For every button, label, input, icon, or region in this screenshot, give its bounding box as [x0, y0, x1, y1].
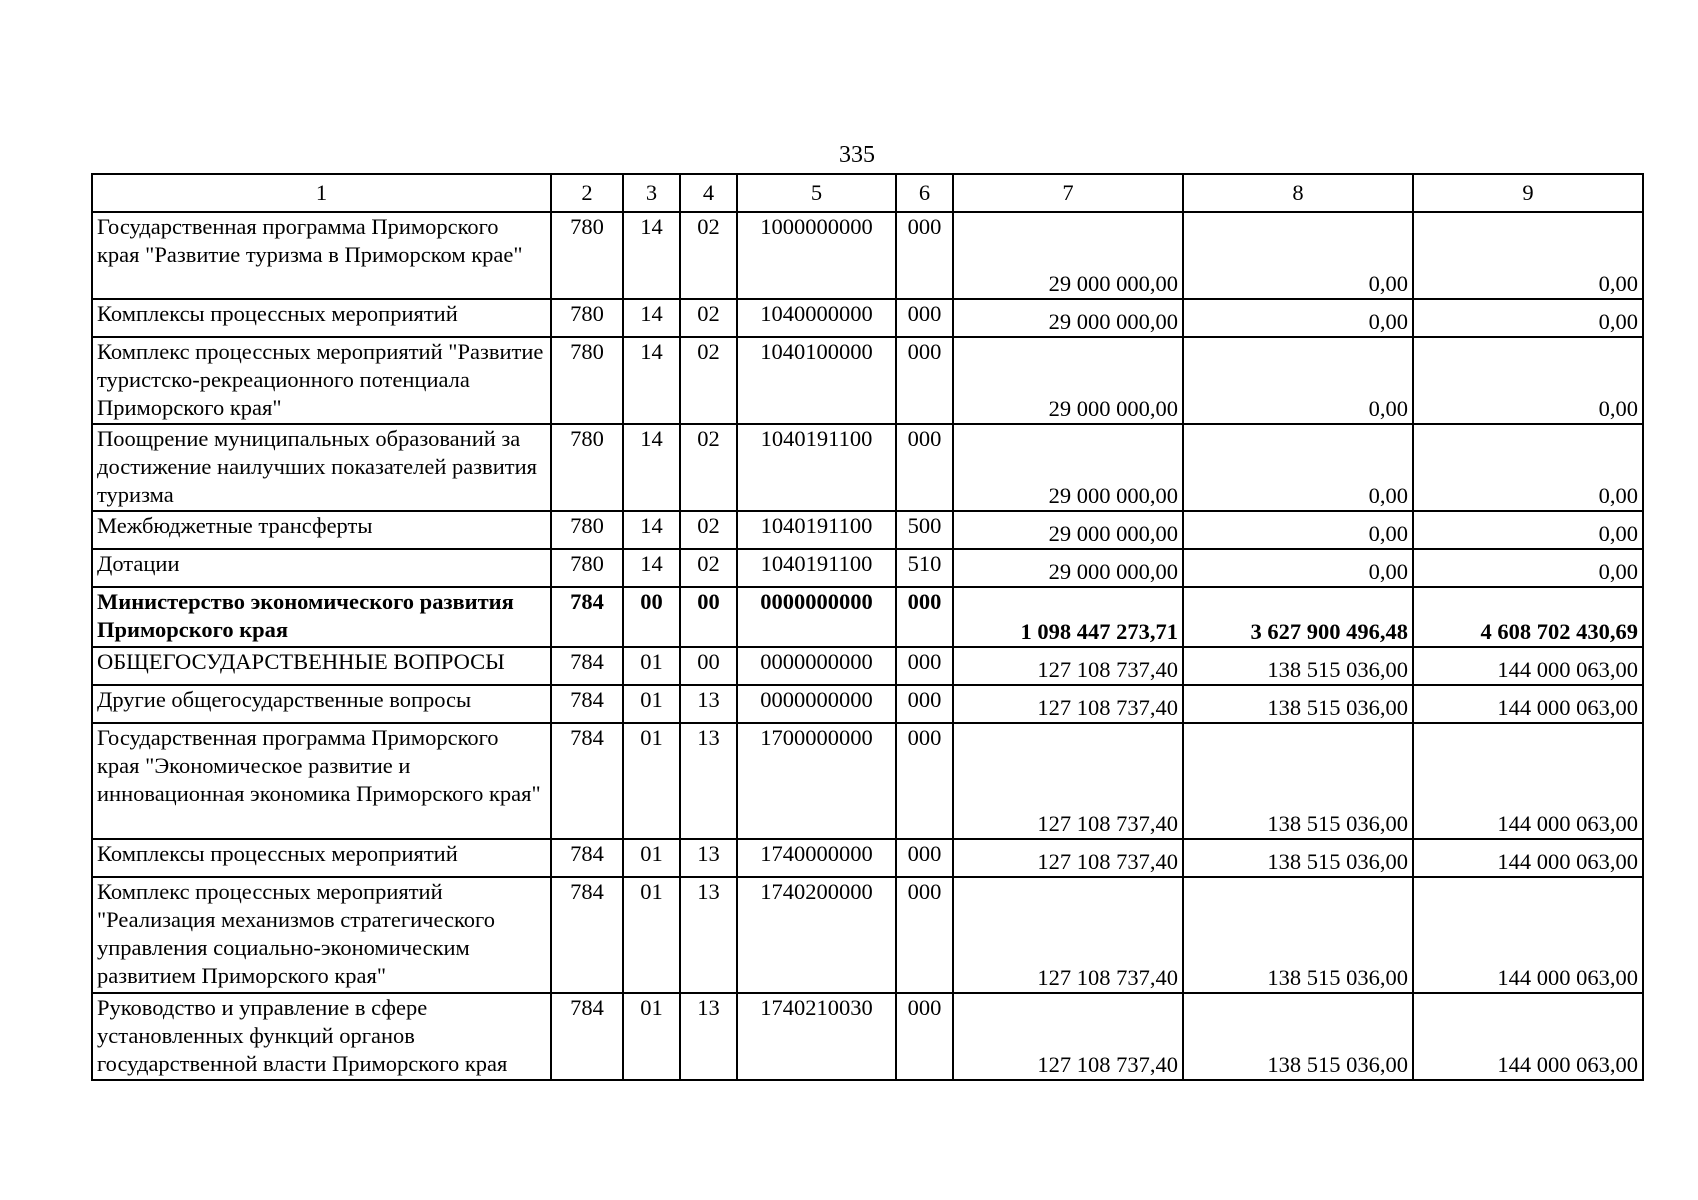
- row-code-cell: 1740210030: [737, 993, 896, 1080]
- column-header: 6: [896, 174, 953, 212]
- row-amount-cell: 144 000 063,00: [1413, 993, 1643, 1080]
- row-code-cell: 0000000000: [737, 685, 896, 723]
- column-header: 2: [551, 174, 623, 212]
- row-code-cell: 1040000000: [737, 299, 896, 337]
- row-code-cell: 784: [551, 685, 623, 723]
- row-code-cell: 780: [551, 212, 623, 299]
- column-header: 4: [680, 174, 737, 212]
- row-amount-cell: 138 515 036,00: [1183, 839, 1413, 877]
- row-amount-cell: 0,00: [1413, 511, 1643, 549]
- row-name-cell: Государственная программа Приморского края "Развитие туризма в Приморском крае": [92, 212, 551, 299]
- row-name-cell: Дотации: [92, 549, 551, 587]
- row-amount-cell: 0,00: [1413, 299, 1643, 337]
- row-name-cell: Поощрение муниципальных образований за достижение наилучших показателей развития туризма: [92, 424, 551, 511]
- table-row: [92, 212, 1643, 299]
- table-row: [92, 511, 1643, 549]
- row-amount-cell: 29 000 000,00: [953, 337, 1183, 424]
- row-name-cell: Комплекс процессных мероприятий "Развитие туристско-рекреационного потенциала Приморского края": [92, 337, 551, 424]
- row-name-cell: ОБЩЕГОСУДАРСТВЕННЫЕ ВОПРОСЫ: [92, 647, 551, 685]
- row-amount-cell: 0,00: [1183, 337, 1413, 424]
- row-code-cell: 1700000000: [737, 723, 896, 839]
- row-code-cell: 000: [896, 424, 953, 511]
- budget-table: [91, 173, 1644, 1081]
- row-code-cell: 780: [551, 511, 623, 549]
- row-code-cell: 1040191100: [737, 511, 896, 549]
- row-code-cell: 780: [551, 424, 623, 511]
- row-amount-cell: 144 000 063,00: [1413, 685, 1643, 723]
- row-code-cell: 02: [680, 511, 737, 549]
- row-code-cell: 784: [551, 877, 623, 993]
- row-amount-cell: 29 000 000,00: [953, 424, 1183, 511]
- row-amount-cell: 138 515 036,00: [1183, 723, 1413, 839]
- row-code-cell: 1040191100: [737, 549, 896, 587]
- row-code-cell: 00: [680, 587, 737, 647]
- row-code-cell: 01: [623, 839, 680, 877]
- row-code-cell: 14: [623, 424, 680, 511]
- row-code-cell: 780: [551, 549, 623, 587]
- row-amount-cell: 0,00: [1183, 424, 1413, 511]
- row-code-cell: 01: [623, 723, 680, 839]
- row-code-cell: 0000000000: [737, 587, 896, 647]
- row-code-cell: 780: [551, 299, 623, 337]
- row-code-cell: 500: [896, 511, 953, 549]
- row-amount-cell: 29 000 000,00: [953, 549, 1183, 587]
- header-row: [92, 174, 1643, 212]
- row-amount-cell: 144 000 063,00: [1413, 877, 1643, 993]
- row-amount-cell: 1 098 447 273,71: [953, 587, 1183, 647]
- row-code-cell: 784: [551, 647, 623, 685]
- table-row: [92, 839, 1643, 877]
- row-name-cell: Межбюджетные трансферты: [92, 511, 551, 549]
- row-code-cell: 784: [551, 993, 623, 1080]
- row-amount-cell: 0,00: [1183, 299, 1413, 337]
- row-code-cell: 13: [680, 685, 737, 723]
- row-amount-cell: 144 000 063,00: [1413, 839, 1643, 877]
- row-code-cell: 784: [551, 723, 623, 839]
- row-code-cell: 01: [623, 685, 680, 723]
- row-code-cell: 14: [623, 299, 680, 337]
- table-row: [92, 587, 1643, 647]
- row-code-cell: 02: [680, 424, 737, 511]
- row-code-cell: 784: [551, 587, 623, 647]
- page-number: 335: [839, 142, 875, 168]
- row-amount-cell: 144 000 063,00: [1413, 647, 1643, 685]
- row-code-cell: 02: [680, 212, 737, 299]
- row-amount-cell: 29 000 000,00: [953, 212, 1183, 299]
- table-row: [92, 685, 1643, 723]
- row-code-cell: 780: [551, 337, 623, 424]
- row-code-cell: 000: [896, 723, 953, 839]
- row-code-cell: 000: [896, 839, 953, 877]
- row-amount-cell: 138 515 036,00: [1183, 685, 1413, 723]
- row-code-cell: 02: [680, 299, 737, 337]
- row-code-cell: 13: [680, 839, 737, 877]
- row-code-cell: 00: [623, 587, 680, 647]
- row-code-cell: 01: [623, 993, 680, 1080]
- row-code-cell: 13: [680, 993, 737, 1080]
- row-amount-cell: 127 108 737,40: [953, 647, 1183, 685]
- row-code-cell: 000: [896, 877, 953, 993]
- row-amount-cell: 29 000 000,00: [953, 299, 1183, 337]
- row-code-cell: 000: [896, 337, 953, 424]
- row-amount-cell: 29 000 000,00: [953, 511, 1183, 549]
- row-name-cell: Другие общегосударственные вопросы: [92, 685, 551, 723]
- row-name-cell: Комплекс процессных мероприятий "Реализация механизмов стратегического управления социально-экономическим развитием Приморского края": [92, 877, 551, 993]
- row-code-cell: 0000000000: [737, 647, 896, 685]
- table-row: [92, 647, 1643, 685]
- row-amount-cell: 0,00: [1183, 212, 1413, 299]
- row-code-cell: 000: [896, 685, 953, 723]
- row-code-cell: 1740000000: [737, 839, 896, 877]
- row-amount-cell: 127 108 737,40: [953, 993, 1183, 1080]
- column-header: 3: [623, 174, 680, 212]
- row-code-cell: 01: [623, 647, 680, 685]
- row-code-cell: 000: [896, 993, 953, 1080]
- row-amount-cell: 138 515 036,00: [1183, 647, 1413, 685]
- column-header: 9: [1413, 174, 1643, 212]
- row-code-cell: 1740200000: [737, 877, 896, 993]
- row-amount-cell: 127 108 737,40: [953, 723, 1183, 839]
- row-code-cell: 1040100000: [737, 337, 896, 424]
- table-row: [92, 877, 1643, 993]
- row-code-cell: 02: [680, 549, 737, 587]
- row-code-cell: 01: [623, 877, 680, 993]
- row-amount-cell: 144 000 063,00: [1413, 723, 1643, 839]
- column-header: 7: [953, 174, 1183, 212]
- row-code-cell: 14: [623, 511, 680, 549]
- row-code-cell: 14: [623, 549, 680, 587]
- row-amount-cell: 0,00: [1413, 212, 1643, 299]
- row-code-cell: 13: [680, 723, 737, 839]
- table-row: [92, 424, 1643, 511]
- row-code-cell: 02: [680, 337, 737, 424]
- row-name-cell: Руководство и управление в сфере установленных функций органов государственной власти Приморского края: [92, 993, 551, 1080]
- row-code-cell: 000: [896, 647, 953, 685]
- row-code-cell: 14: [623, 337, 680, 424]
- row-amount-cell: 3 627 900 496,48: [1183, 587, 1413, 647]
- row-name-cell: Комплексы процессных мероприятий: [92, 839, 551, 877]
- row-code-cell: 14: [623, 212, 680, 299]
- row-amount-cell: 138 515 036,00: [1183, 877, 1413, 993]
- row-code-cell: 000: [896, 212, 953, 299]
- column-header: 8: [1183, 174, 1413, 212]
- row-code-cell: 000: [896, 587, 953, 647]
- row-code-cell: 1000000000: [737, 212, 896, 299]
- row-code-cell: 784: [551, 839, 623, 877]
- row-code-cell: 510: [896, 549, 953, 587]
- row-name-cell: Комплексы процессных мероприятий: [92, 299, 551, 337]
- row-name-cell: Министерство экономического развития Приморского края: [92, 587, 551, 647]
- row-amount-cell: 4 608 702 430,69: [1413, 587, 1643, 647]
- row-code-cell: 000: [896, 299, 953, 337]
- column-header: 1: [92, 174, 551, 212]
- row-amount-cell: 138 515 036,00: [1183, 993, 1413, 1080]
- row-amount-cell: 127 108 737,40: [953, 877, 1183, 993]
- table-row: [92, 549, 1643, 587]
- row-code-cell: 13: [680, 877, 737, 993]
- row-amount-cell: 127 108 737,40: [953, 839, 1183, 877]
- row-amount-cell: 0,00: [1413, 549, 1643, 587]
- row-code-cell: 00: [680, 647, 737, 685]
- row-amount-cell: 127 108 737,40: [953, 685, 1183, 723]
- table-row: [92, 299, 1643, 337]
- row-amount-cell: 0,00: [1413, 337, 1643, 424]
- column-header: 5: [737, 174, 896, 212]
- row-amount-cell: 0,00: [1183, 549, 1413, 587]
- row-amount-cell: 0,00: [1413, 424, 1643, 511]
- row-amount-cell: 0,00: [1183, 511, 1413, 549]
- row-code-cell: 1040191100: [737, 424, 896, 511]
- table-row: [92, 723, 1643, 839]
- table-row: [92, 993, 1643, 1080]
- table-row: [92, 337, 1643, 424]
- row-name-cell: Государственная программа Приморского края "Экономическое развитие и инновационная экономика Приморского края": [92, 723, 551, 839]
